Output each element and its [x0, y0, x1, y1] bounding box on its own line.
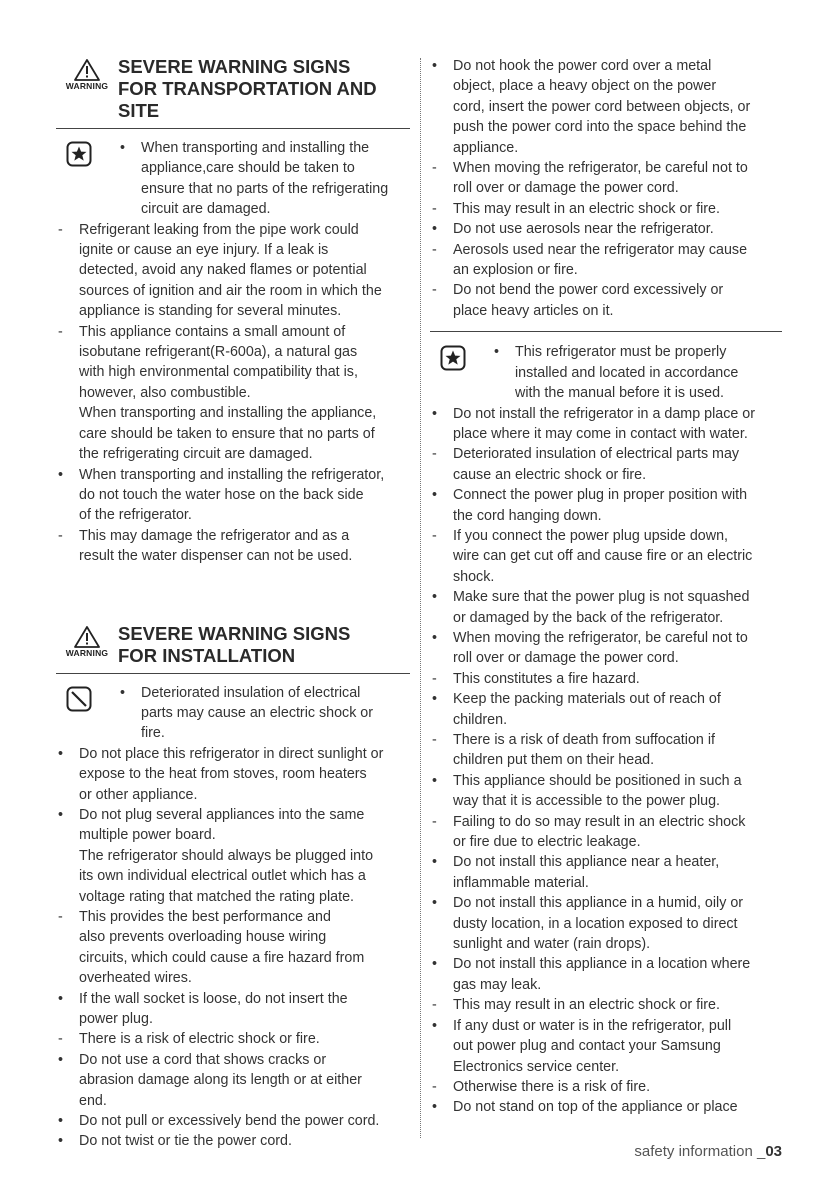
intro-row	[430, 342, 782, 403]
list-item	[430, 771, 782, 812]
text-line: appliance.	[453, 139, 519, 156]
bullet-marker: •	[432, 772, 438, 789]
bullet-marker: •	[58, 1051, 64, 1068]
list-item	[492, 342, 782, 403]
bullet-marker: •	[432, 589, 438, 606]
text-line: Do not hook the power cord over a metal	[453, 58, 712, 74]
text-line: Do not install this appliance in a location where	[453, 956, 751, 973]
text-line: roll over or damage the power cord.	[453, 180, 679, 197]
text-line: do not touch the water hose on the back side	[79, 486, 364, 503]
list-item	[430, 219, 782, 239]
bullet-marker: •	[432, 854, 438, 871]
list-item	[430, 1097, 782, 1117]
text-line: parts may cause an electric shock or	[141, 704, 374, 721]
text-line: Do not use a cord that shows cracks or	[79, 1051, 327, 1068]
star-icon	[66, 141, 92, 167]
text-line: children.	[453, 711, 508, 728]
bullet-marker: -	[432, 446, 437, 463]
section-title	[118, 56, 377, 122]
text-line: If the wall socket is loose, do not insert the	[79, 990, 348, 1007]
bullet-marker: •	[432, 1017, 438, 1034]
bullet-marker: •	[432, 487, 438, 504]
list-item	[56, 1029, 410, 1049]
right-column	[430, 56, 782, 1118]
section-heading-installation	[56, 623, 410, 667]
text-line: Refrigerant leaking from the pipe work could	[79, 221, 359, 238]
warning-triangle-icon	[73, 625, 101, 649]
bullet-marker: -	[58, 1031, 63, 1048]
text-line: The refrigerator should always be plugged into	[79, 847, 374, 864]
bullet-marker: -	[432, 997, 437, 1014]
bullet-marker: -	[432, 813, 437, 830]
right-top-list	[430, 56, 782, 321]
text-line: This may result in an electric shock or fire.	[453, 997, 720, 1014]
list-item	[430, 689, 782, 730]
list-item	[56, 220, 410, 322]
bullet-marker: -	[58, 323, 63, 340]
bullet-marker: -	[432, 241, 437, 258]
text-line: When moving the refrigerator, be careful not to	[453, 629, 748, 646]
text-line: Aerosols used near the refrigerator may cause	[453, 241, 748, 258]
text-line: the cord hanging down.	[453, 507, 602, 524]
list-item	[430, 199, 782, 219]
text-line: ensure that no parts of the refrigerating	[141, 180, 389, 197]
text-line: Keep the packing materials out of reach of	[453, 691, 721, 708]
text-line: voltage rating that matched the rating plate.	[79, 888, 354, 905]
list-item	[56, 805, 410, 907]
text-line: expose to the heat from stoves, room heaters	[79, 766, 367, 783]
text-line: When transporting and installing the refrigerator,	[79, 466, 385, 483]
list-item	[56, 526, 410, 567]
text-line: roll over or damage the power cord.	[453, 650, 679, 667]
intro-text	[118, 683, 410, 744]
text-line: way that it is accessible to the power plug.	[453, 793, 721, 810]
list-item	[430, 852, 782, 893]
bullet-marker: •	[432, 956, 438, 973]
bullet-marker: •	[58, 466, 64, 483]
list-item	[430, 730, 782, 771]
list-item	[430, 628, 782, 669]
bullet-marker: •	[58, 745, 64, 762]
text-line: This may result in an electric shock or fire.	[453, 200, 720, 217]
title-line: SEVERE WARNING SIGNS	[118, 622, 351, 644]
list-item	[118, 683, 410, 744]
warning-label: WARNING	[65, 647, 109, 658]
warning-symbol	[56, 58, 118, 91]
text-line: Deteriorated insulation of electrical parts may	[453, 446, 740, 463]
text-line: Electronics service center.	[453, 1058, 620, 1075]
text-line: care should be taken to ensure that no parts of	[79, 425, 375, 442]
text-line: place where it may come in contact with water.	[453, 425, 748, 442]
bullet-marker: •	[432, 221, 438, 238]
text-line: an explosion or fire.	[453, 262, 578, 279]
text-line: the refrigerating circuit are damaged.	[79, 446, 313, 463]
list-item	[56, 465, 410, 526]
text-line: detected, avoid any naked flames or potential	[79, 262, 367, 279]
list-item	[56, 989, 410, 1030]
text-line: Do not twist or tie the power cord.	[79, 1133, 292, 1150]
bullet-marker: -	[58, 527, 63, 544]
text-line: Make sure that the power plug is not squashed	[453, 589, 750, 606]
text-line: with high environmental compatibility that is,	[79, 364, 358, 381]
title-line: FOR TRANSPORTATION AND	[118, 78, 377, 99]
list-item	[430, 1077, 782, 1097]
text-line: power plug.	[79, 1011, 153, 1028]
text-line: push the power cord into the space behind the	[453, 119, 747, 136]
text-line: or damaged by the back of the refrigerator.	[453, 609, 724, 626]
text-line: Do not pull or excessively bend the power cord.	[79, 1113, 380, 1130]
warning-triangle-icon	[73, 58, 101, 82]
right-bottom-list	[430, 404, 782, 1118]
text-line: cause an electric shock or fire.	[453, 466, 647, 483]
text-line: end.	[79, 1092, 107, 1109]
text-line: however, also combustible.	[79, 384, 251, 401]
text-line: Do not bend the power cord excessively or	[453, 282, 724, 299]
text-line: or fire due to electric leakage.	[453, 834, 641, 851]
text-line: Failing to do so may result in an electric shock	[453, 813, 746, 830]
bullet-marker: •	[58, 990, 64, 1007]
text-line: This refrigerator must be properly	[515, 344, 727, 361]
bullet-marker: -	[432, 527, 437, 544]
bullet-marker: •	[58, 1113, 64, 1130]
text-line: place heavy articles on it.	[453, 302, 614, 319]
bullet-marker: -	[58, 221, 63, 238]
list-item	[430, 444, 782, 485]
text-line: circuits, which could cause a fire hazard from	[79, 949, 365, 966]
text-line: ignite or cause an eye injury. If a leak is	[79, 242, 329, 259]
text-line: Do not install the refrigerator in a damp place or	[453, 405, 755, 422]
section-rule	[56, 128, 410, 129]
text-line: result the water dispenser can not be used.	[79, 548, 353, 565]
prohibited-icon	[66, 686, 92, 712]
text-line: overheated wires.	[79, 970, 192, 987]
text-line: Otherwise there is a risk of fire.	[453, 1078, 651, 1095]
title-line: SITE	[118, 100, 160, 121]
bullet-marker: •	[432, 691, 438, 708]
text-line: Do not place this refrigerator in direct sunlight or	[79, 745, 384, 762]
text-line: Do not stand on top of the appliance or place	[453, 1099, 738, 1116]
text-line: sources of ignition and air the room in which the	[79, 282, 382, 299]
text-line: cord, insert the power cord between objects, or	[453, 98, 751, 115]
list-item	[430, 526, 782, 587]
text-line: When transporting and installing the	[141, 140, 370, 156]
text-line: Do not install this appliance near a heater,	[453, 854, 720, 871]
intro-row	[56, 138, 410, 220]
list-item	[430, 669, 782, 689]
bullet-marker: -	[432, 732, 437, 748]
bullet-marker: •	[432, 405, 438, 422]
list-item	[430, 404, 782, 445]
text-line: its own individual electrical outlet which has a	[79, 868, 366, 885]
text-line: If you connect the power plug upside down,	[453, 527, 728, 544]
bullet-marker: •	[432, 629, 438, 646]
bullet-marker: •	[120, 140, 126, 156]
list-item	[430, 893, 782, 954]
bullet-marker: •	[494, 344, 500, 361]
left-column	[56, 56, 410, 1152]
text-line: There is a risk of electric shock or fire.	[79, 1031, 320, 1048]
list-item	[430, 812, 782, 853]
section1-list	[56, 220, 410, 567]
text-line: Do not use aerosols near the refrigerator.	[453, 221, 714, 238]
warning-symbol	[56, 625, 118, 658]
list-item	[430, 1016, 782, 1077]
text-line: children put them on their head.	[453, 752, 655, 769]
bullet-marker: •	[58, 1133, 64, 1150]
text-line: This appliance contains a small amount of	[79, 323, 346, 340]
text-line: abrasion damage along its length or at either	[79, 1072, 362, 1089]
text-line: Do not plug several appliances into the same	[79, 806, 365, 823]
list-item	[56, 1050, 410, 1111]
text-line: installed and located in accordance	[515, 364, 739, 381]
list-item	[118, 138, 410, 220]
text-line: fire.	[141, 725, 165, 742]
list-item	[430, 280, 782, 321]
list-item	[56, 322, 410, 465]
star-icon	[440, 345, 466, 371]
text-line: This provides the best performance and	[79, 909, 331, 925]
text-line: also prevents overloading house wiring	[79, 929, 327, 946]
bullet-marker: -	[432, 1078, 437, 1095]
list-item	[56, 907, 410, 989]
list-item	[430, 158, 782, 199]
bullet-marker: •	[58, 806, 64, 823]
warning-label: WARNING	[65, 81, 109, 91]
list-item	[430, 56, 782, 158]
list-item	[430, 587, 782, 628]
text-line: There is a risk of death from suffocation if	[453, 732, 715, 748]
text-line: This appliance should be positioned in such a	[453, 772, 742, 789]
text-line: circuit are damaged.	[141, 201, 271, 218]
text-line: This may damage the refrigerator and as a	[79, 527, 350, 544]
intro-text	[118, 138, 410, 220]
list-item	[430, 954, 782, 995]
text-line: sunlight and water (rain drops).	[453, 936, 651, 953]
text-line: Connect the power plug in proper position with	[453, 487, 748, 504]
column-divider	[420, 58, 421, 1138]
list-item	[56, 1111, 410, 1131]
page-footer	[634, 1143, 782, 1160]
list-item	[56, 744, 410, 805]
bullet-marker: •	[432, 58, 438, 74]
bullet-marker: •	[432, 895, 438, 912]
text-line: Do not install this appliance in a humid, oily or	[453, 895, 744, 912]
section2-list	[56, 744, 410, 1152]
page-number: 03	[765, 1143, 782, 1160]
text-line: appliance is standing for several minutes.	[79, 303, 342, 320]
bullet-marker: •	[120, 684, 126, 701]
intro-text	[492, 342, 782, 403]
bullet-marker: -	[432, 200, 437, 217]
text-line: out power plug and contact your Samsung	[453, 1038, 721, 1055]
text-line: This constitutes a fire hazard.	[453, 670, 640, 687]
text-line: or other appliance.	[79, 786, 198, 803]
list-item	[430, 240, 782, 281]
text-line: multiple power board.	[79, 827, 216, 844]
section-title	[118, 623, 350, 667]
text-line: dusty location, in a location exposed to direct	[453, 915, 738, 932]
bullet-marker: -	[432, 160, 437, 177]
title-line: SEVERE WARNING SIGNS	[118, 56, 351, 77]
section-heading-transportation	[56, 56, 410, 122]
text-line: When moving the refrigerator, be careful not to	[453, 160, 748, 177]
list-item	[430, 485, 782, 526]
bullet-marker: •	[432, 1099, 438, 1116]
footer-label: safety information _	[634, 1143, 766, 1160]
text-line: wire can get cut off and cause fire or an electric	[453, 548, 753, 565]
section-rule	[56, 673, 410, 674]
text-line: shock.	[453, 568, 495, 585]
title-line: FOR INSTALLATION	[118, 644, 296, 666]
text-line: appliance,care should be taken to	[141, 160, 355, 177]
text-line: When transporting and installing the appliance,	[79, 405, 377, 422]
list-item	[56, 1131, 410, 1151]
text-line: object, place a heavy object on the power	[453, 78, 717, 95]
section-rule	[430, 331, 782, 332]
text-line: If any dust or water is in the refrigerator, pull	[453, 1017, 732, 1034]
text-line: Deteriorated insulation of electrical	[141, 684, 361, 701]
text-line: inflammable material.	[453, 874, 589, 891]
bullet-marker: -	[58, 909, 63, 925]
bullet-marker: -	[432, 670, 437, 687]
list-item	[430, 995, 782, 1015]
text-line: of the refrigerator.	[79, 507, 192, 524]
intro-row	[56, 683, 410, 744]
text-line: gas may leak.	[453, 976, 542, 993]
text-line: isobutane refrigerant(R-600a), a natural gas	[79, 344, 358, 361]
bullet-marker: -	[432, 282, 437, 299]
text-line: with the manual before it is used.	[515, 385, 725, 402]
